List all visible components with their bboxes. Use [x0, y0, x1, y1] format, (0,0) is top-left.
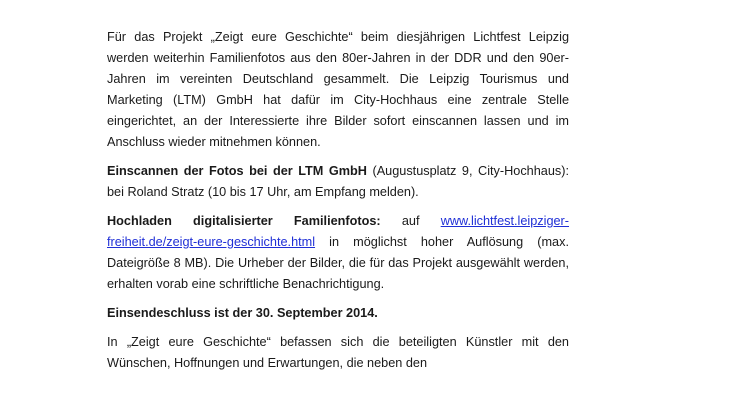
upload-paragraph	[107, 211, 569, 295]
scan-paragraph	[107, 161, 569, 203]
scan-text: (Augustusplatz 9, City-Hochhaus): bei Roland Stratz (10 bis 17 Uhr, am Empfang melden).	[107, 164, 569, 199]
upload-pre-link: auf	[380, 214, 441, 228]
closing-paragraph: In „Zeigt eure Geschichte“ befassen sich die beteiligten Künstler mit den Wünschen, Hoffnungen und Erwartungen, die neben den	[107, 335, 569, 370]
intro-paragraph: Für das Projekt „Zeigt eure Geschichte“ beim diesjährigen Lichtfest Leipzig werden weiterhin Familienfotos aus den 80er-Jahren in der DDR und den 90er-Jahren im vereinten Deutschland gesammelt. Die Leipzig Tourismus und Marketing (LTM) GmbH hat dafür im City-Hochhaus eine zentrale Stelle eingerichtet, an der Interessierte ihre Bilder sofort einscannen lassen und im Anschluss wieder mitnehmen können.	[107, 30, 569, 149]
scan-heading: Einscannen der Fotos bei der LTM GmbH	[107, 164, 367, 178]
document-body	[107, 27, 569, 374]
upload-heading: Hochladen digitalisierter Familienfotos:	[107, 214, 381, 228]
upload-text: in möglichst hoher Auflösung (max. Dateigröße 8 MB). Die Urheber der Bilder, die für das Projekt ausgewählt werden, erhalten vorab eine schriftliche Benachrichtigung.	[107, 235, 569, 291]
deadline-heading: Einsendeschluss ist der 30. September 2014.	[107, 306, 378, 320]
upload-link[interactable]: www.lichtfest.leipziger-freiheit.de/zeigt-eure-geschichte.html	[107, 214, 570, 249]
